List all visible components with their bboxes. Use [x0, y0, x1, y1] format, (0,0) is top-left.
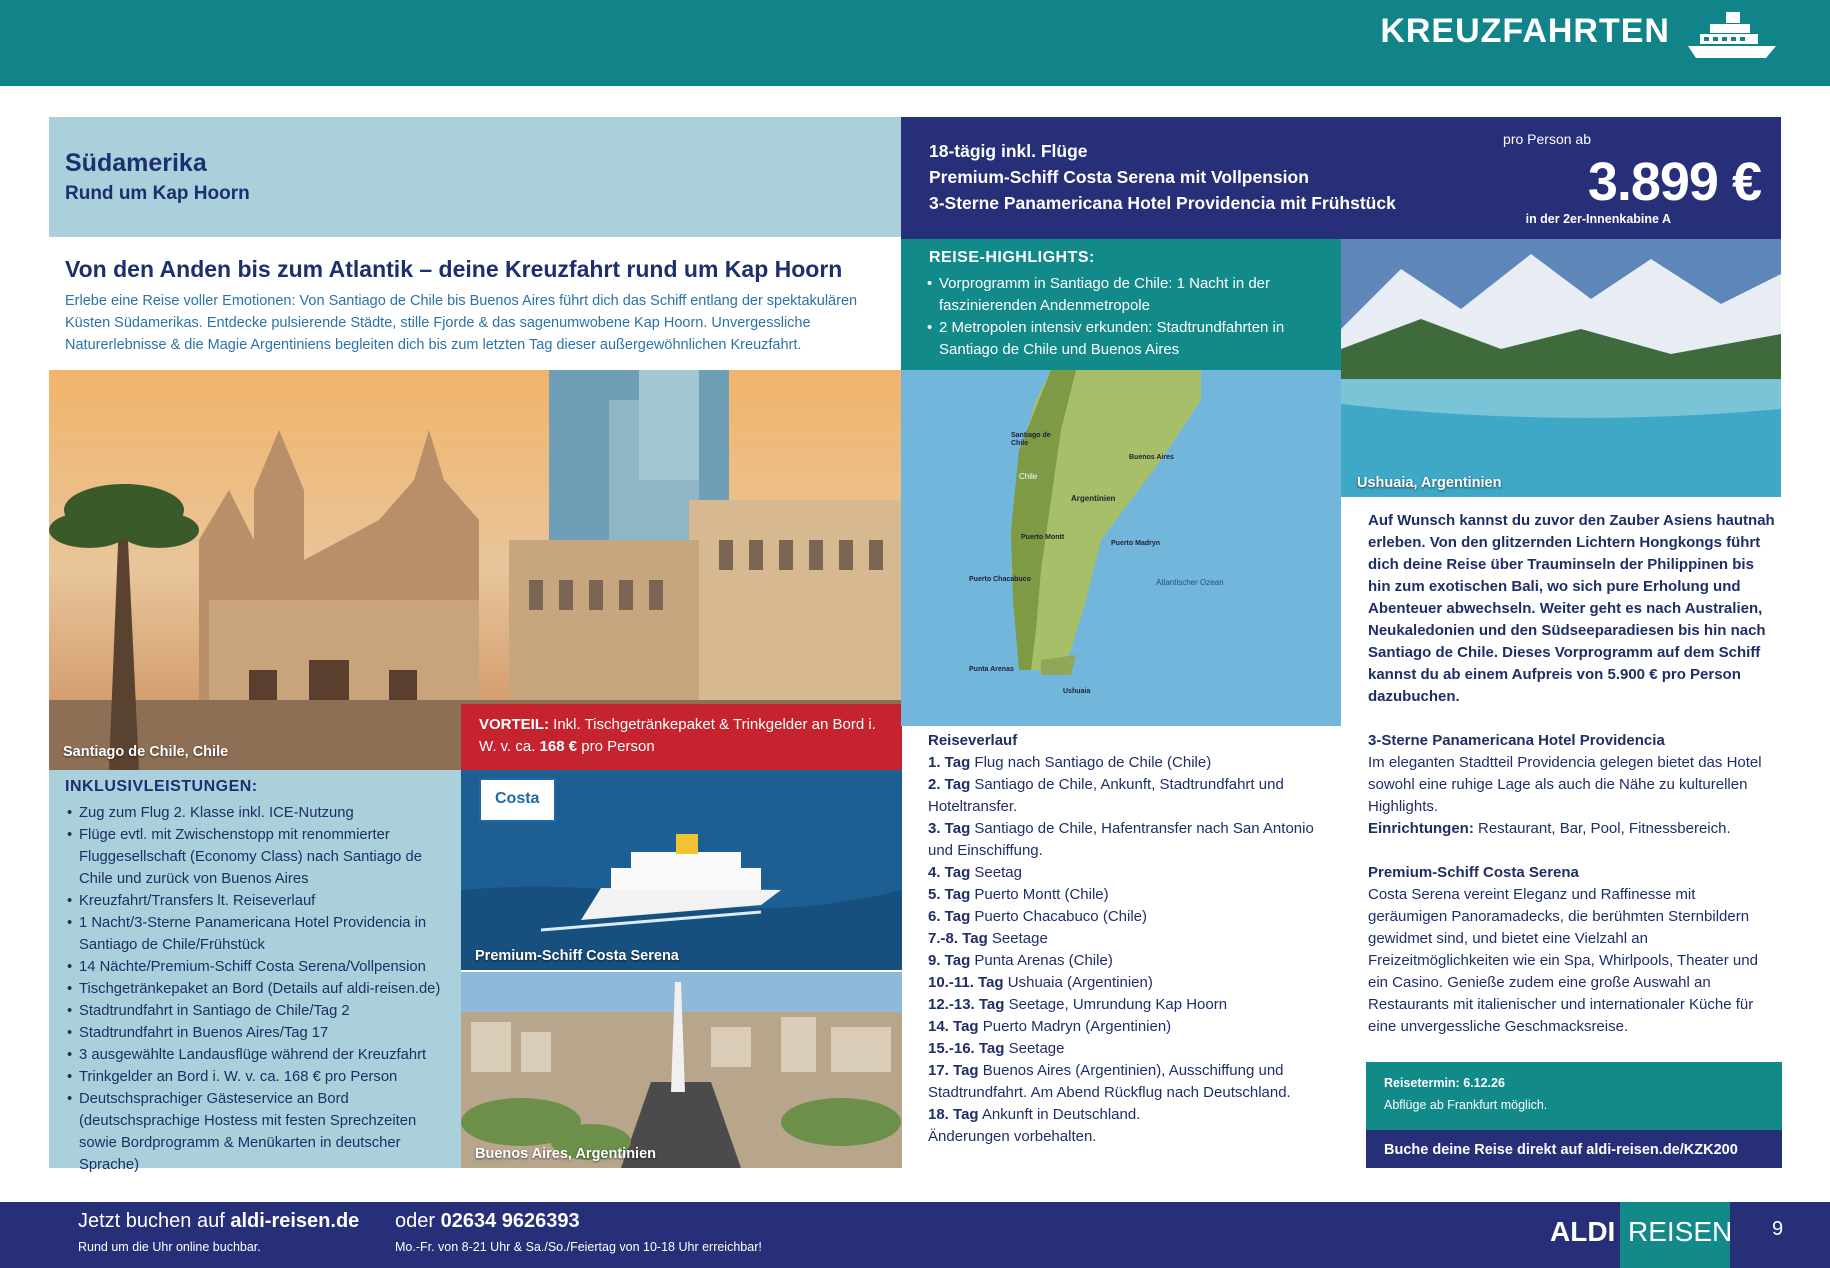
map-label-chacabuco: Puerto Chacabuco: [969, 576, 1031, 583]
day-label: 10.-11. Tag: [928, 974, 1004, 991]
map-label-puerto-montt: Puerto Montt: [1021, 534, 1065, 541]
travel-date: Reisetermin: 6.12.26: [1384, 1076, 1505, 1090]
price: 3.899 €: [1587, 152, 1761, 212]
itinerary-day: [928, 1104, 1338, 1126]
hotel-title: 3-Sterne Panamericana Hotel Providencia: [1368, 732, 1665, 749]
itinerary-day: [928, 752, 1338, 774]
departure-note: Abflüge ab Frankfurt möglich.: [1384, 1098, 1548, 1112]
highlights-box: [901, 239, 1341, 370]
day-text: Seetage: [1008, 1040, 1065, 1057]
advantage-suffix: pro Person: [581, 738, 655, 755]
map-label-buenos-aires: Buenos Aires: [1129, 454, 1174, 461]
footer-book-prefix: Jetzt buchen auf: [78, 1210, 225, 1232]
inclusion-item: • 14 Nächte/Premium-Schiff Costa Serena/Vollpension: [67, 956, 452, 978]
itinerary-day: [928, 906, 1338, 928]
day-label: 14. Tag: [928, 1018, 979, 1035]
side-info: [1368, 510, 1778, 1038]
itinerary-day: [928, 884, 1338, 906]
destination-header: [49, 117, 901, 237]
offer-box: [901, 117, 1781, 239]
footer-book: [78, 1210, 359, 1233]
map-label-argentinien: Argentinien: [1071, 494, 1116, 503]
itinerary-day: [928, 994, 1338, 1016]
day-label: 12.-13. Tag: [928, 996, 1005, 1013]
ushuaia-caption: Ushuaia, Argentinien: [1357, 475, 1502, 491]
itinerary-day: [928, 818, 1338, 862]
offer-ship: Premium-Schiff Costa Serena mit Vollpension: [929, 167, 1309, 187]
day-label: 4. Tag: [928, 864, 971, 881]
vorprogramm-text: Auf Wunsch kannst du zuvor den Zauber Asiens hautnah erleben. Von den glitzernden Lichtern Hongkongs führt dich deine Reise über Trauminseln der Philippinen bis hin zum exotischen Bali, wo sich pure Erholung und Abenteuer abwechseln. Weiter geht es nach Australien, Neukaledonien und den Südseeparadiesen bis hin nach Santiago de Chile. Dieses Vorprogramm auf dem Schiff kannst du ab einem Aufpreis von 5.900 € pro Person dazubuchen.: [1368, 512, 1775, 705]
inclusion-item: • 1 Nacht/3-Sterne Panamericana Hotel Providencia in Santiago de Chile/Frühstück: [67, 912, 452, 956]
destination-subtitle: Rund um Kap Hoorn: [65, 183, 250, 204]
inclusion-item: • Flüge evtl. mit Zwischenstopp mit renommierter Fluggesellschaft (Economy Class) nach Santiago de Chile und zurück von Buenos Aires: [67, 824, 452, 890]
inclusion-item: • Deutschsprachiger Gästeservice an Bord (deutschsprachige Hostess mit festen Sprechzeiten sowie Bordprogramm & Menükarten in deutscher Sprache): [67, 1088, 452, 1176]
day-text: Seetag: [974, 864, 1022, 881]
inclusion-item: • Zug zum Flug 2. Klasse inkl. ICE-Nutzung: [67, 802, 452, 824]
map-label-puerto-madryn: Puerto Madryn: [1111, 540, 1161, 547]
advantage-label: VORTEIL:: [479, 716, 549, 733]
inclusion-item: • Stadtrundfahrt in Santiago de Chile/Tag 2: [67, 1000, 452, 1022]
headline: Von den Anden bis zum Atlantik – deine Kreuzfahrt rund um Kap Hoorn: [65, 256, 843, 282]
inclusions-title: INKLUSIVLEISTUNGEN:: [65, 778, 258, 795]
costa-logo: [479, 778, 556, 822]
santiago-caption: Santiago de Chile, Chile: [63, 744, 229, 760]
day-text: Ushuaia (Argentinien): [1007, 974, 1153, 991]
ship-photo: [461, 770, 902, 970]
hotel-facilities-label: Einrichtungen:: [1368, 820, 1474, 837]
costa-logo-text: Costa: [495, 790, 540, 807]
day-text: Buenos Aires (Argentinien), Ausschiffung und Stadtrundfahrt. Am Abend Rückflug nach Deutschland.: [928, 1062, 1291, 1101]
ship-title: Premium-Schiff Costa Serena: [1368, 864, 1579, 881]
footer-hours: Mo.-Fr. von 8-21 Uhr & Sa./So./Feiertag von 10-18 Uhr erreichbar!: [395, 1240, 762, 1254]
price-note: in der 2er-Innenkabine A: [1525, 212, 1671, 226]
day-text: Puerto Montt (Chile): [974, 886, 1109, 903]
destination-title: Südamerika: [65, 149, 207, 177]
inclusion-item: • 3 ausgewählte Landausflüge während der Kreuzfahrt: [67, 1044, 452, 1066]
hotel-text: Im eleganten Stadtteil Providencia gelegen bietet das Hotel sowohl eine ruhige Lage als auch die Nähe zu kulturellen Highlights.: [1368, 754, 1762, 815]
inclusions-box: [49, 770, 461, 1173]
footer-book-sub: Rund um die Uhr online buchbar.: [78, 1240, 261, 1254]
booking-box: [1366, 1062, 1782, 1168]
day-text: Punta Arenas (Chile): [974, 952, 1113, 969]
itinerary-day: [928, 1060, 1338, 1104]
day-text: Flug nach Santiago de Chile (Chile): [974, 754, 1212, 771]
day-label: 5. Tag: [928, 886, 971, 903]
map-label-chile: Chile: [1019, 472, 1038, 481]
itinerary-day: [928, 1038, 1338, 1060]
hotel-facilities: Restaurant, Bar, Pool, Fitnessbereich.: [1478, 820, 1731, 837]
day-label: 9. Tag: [928, 952, 971, 969]
highlight-item: • 2 Metropolen intensiv erkunden: Stadtrundfahrten in Santiago de Chile und Buenos Aires: [927, 317, 1327, 361]
category-title: KREUZFAHRTEN: [1380, 12, 1670, 50]
day-label: 6. Tag: [928, 908, 971, 925]
map-label-santiago: Santiago de Chile: [1011, 432, 1051, 447]
day-label: 1. Tag: [928, 754, 971, 771]
footer-phone-prefix: oder: [395, 1210, 436, 1232]
day-text: Puerto Chacabuco (Chile): [974, 908, 1147, 925]
day-label: 17. Tag: [928, 1062, 979, 1079]
highlight-item: • Vorprogramm in Santiago de Chile: 1 Nacht in der faszinierenden Andenmetropole: [927, 273, 1327, 317]
day-text: Santiago de Chile, Hafentransfer nach San Antonio und Einschiffung.: [928, 820, 1314, 859]
inclusion-item: • Stadtrundfahrt in Buenos Aires/Tag 17: [67, 1022, 452, 1044]
map-label-punta-arenas: Punta Arenas: [969, 666, 1014, 673]
map-label-ocean: Atlantischer Ozean: [1156, 578, 1224, 587]
reisen-logo-text: REISEN: [1628, 1216, 1733, 1247]
day-label: 3. Tag: [928, 820, 971, 837]
inclusion-item: • Kreuzfahrt/Transfers lt. Reiseverlauf: [67, 890, 452, 912]
day-text: Seetage: [991, 930, 1048, 947]
inclusion-item: • Tischgetränkepaket an Bord (Details auf aldi-reisen.de): [67, 978, 452, 1000]
footer-phone: [395, 1210, 580, 1233]
itinerary-day: [928, 862, 1338, 884]
highlights-list: [927, 273, 1327, 361]
itinerary-title: Reiseverlauf: [928, 732, 1018, 749]
itinerary-day: [928, 774, 1338, 818]
ship-text: Costa Serena vereint Eleganz und Raffinesse mit geräumigen Panoramadecks, die berühmten Sternbildern gewidmet sind, und bietet eine Vielzahl an Freizeitmöglichkeiten wie ein Spa, Whirlpools, Theater und ein Casino. Genieße zudem eine große Auswahl an Restaurants mit italienischer und internationaler Küche für eine unvergessliche Geschmacksreise.: [1368, 886, 1758, 1035]
itinerary-note: Änderungen vorbehalten.: [928, 1128, 1097, 1145]
advantage-text: Inkl. Tischgetränkepaket & Trinkgelder an Bord i. W. v. ca.: [479, 716, 876, 755]
top-bar: [0, 0, 1830, 86]
inclusions-list: [67, 802, 452, 1176]
footer-site-link[interactable]: aldi-reisen.de: [230, 1210, 360, 1232]
itinerary-day: [928, 972, 1338, 994]
day-text: Seetage, Umrundung Kap Hoorn: [1008, 996, 1228, 1013]
day-text: Santiago de Chile, Ankunft, Stadtrundfahrt und Hoteltransfer.: [928, 776, 1284, 815]
itinerary-day: [928, 928, 1338, 950]
page-number: 9: [1772, 1218, 1784, 1240]
booking-link[interactable]: Buche deine Reise direkt auf aldi-reisen.de/KZK200: [1384, 1142, 1738, 1158]
ship-caption: Premium-Schiff Costa Serena: [475, 948, 679, 964]
route-map: [901, 370, 1341, 726]
day-text: Ankunft in Deutschland.: [981, 1106, 1141, 1123]
footer-phone-number[interactable]: 02634 9626393: [440, 1210, 580, 1232]
itinerary-day: [928, 950, 1338, 972]
footer: [0, 1202, 1830, 1268]
ushuaia-photo: [1341, 239, 1781, 497]
day-label: 2. Tag: [928, 776, 971, 793]
reisen-logo: [1620, 1202, 1733, 1268]
day-label: 7.-8. Tag: [928, 930, 988, 947]
inclusion-item: • Trinkgelder an Bord i. W. v. ca. 168 € pro Person: [67, 1066, 452, 1088]
day-label: 15.-16. Tag: [928, 1040, 1005, 1057]
advantage-amount: 168 €: [539, 738, 578, 755]
offer-duration: 18-tägig inkl. Flüge: [929, 141, 1088, 161]
offer-hotel: 3-Sterne Panamericana Hotel Providencia mit Frühstück: [929, 193, 1396, 213]
itinerary: [928, 730, 1338, 1148]
day-label: 18. Tag: [928, 1106, 979, 1123]
aldi-logo: ALDI: [1550, 1216, 1616, 1247]
day-text: Puerto Madryn (Argentinien): [982, 1018, 1172, 1035]
price-label: pro Person ab: [1503, 131, 1591, 147]
highlights-title: REISE-HIGHLIGHTS:: [929, 249, 1095, 266]
buenos-aires-photo: [461, 972, 902, 1168]
itinerary-day: [928, 1016, 1338, 1038]
cruise-ship-icon: [1682, 6, 1782, 62]
buenos-aires-caption: Buenos Aires, Argentinien: [475, 1146, 657, 1162]
advantage-banner: [461, 704, 902, 770]
intro-text: Erlebe eine Reise voller Emotionen: Von Santiago de Chile bis Buenos Aires führt dich das Schiff entlang der spektakulären Küsten Südamerikas. Entdecke pulsierende Städte, stille Fjorde & das sagenumwobene Kap Hoorn. Unvergessliche Naturerlebnisse & die Magie Argentiniens begleiten dich bis zum letzten Tag dieser außergewöhnlichen Kreuzfahrt.: [65, 293, 858, 353]
map-label-ushuaia: Ushuaia: [1063, 688, 1091, 695]
